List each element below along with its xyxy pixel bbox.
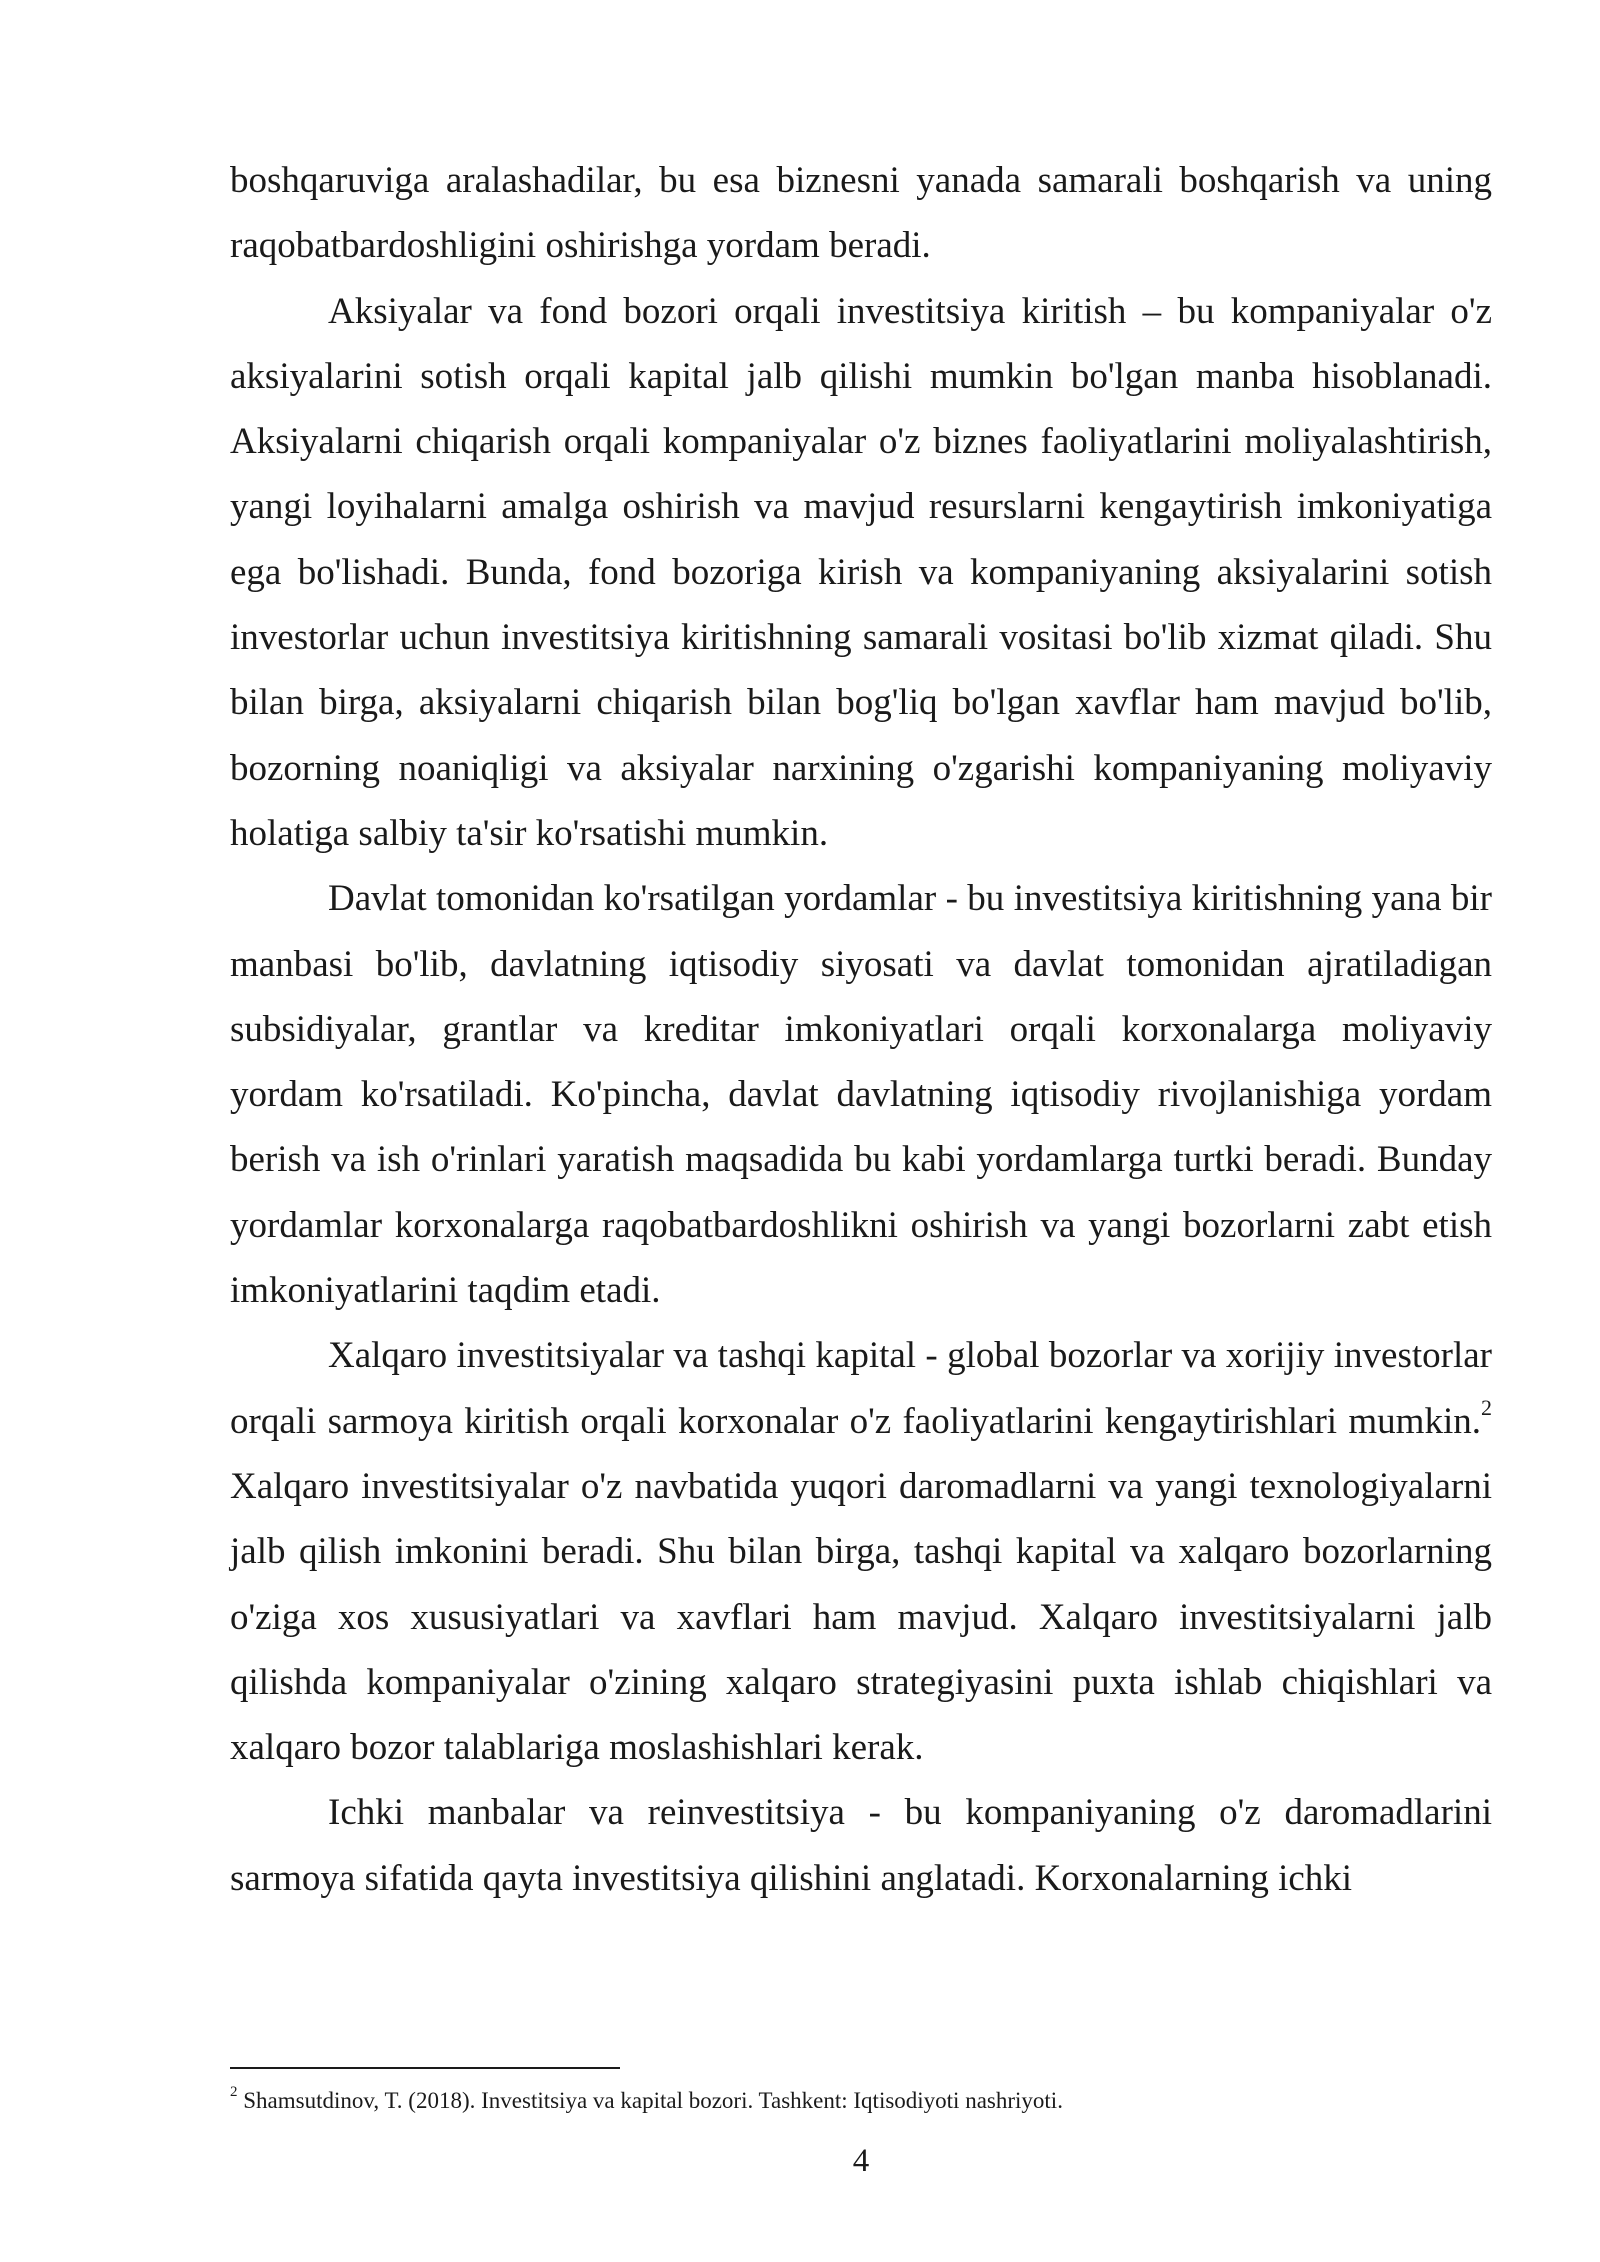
footnote-marker: 2 (230, 2084, 238, 2101)
paragraph-text: Xalqaro investitsiyalar o'z navbatida yuqori daromadlarni va yangi texnologiyalarni jalb qilish imkonini beradi. Shu bilan birga, tashqi kapital va xalqaro bozorlarning o'ziga xos xususiyatlari va xavflari ham mavjud. Xalqaro investitsiyalarni jalb qilishda kompaniyalar o'zining xalqaro strategiyasini puxta ishlab chiqishlari va xalqaro bozor talablariga moslashishlari kerak. (230, 1465, 1492, 1769)
paragraph: boshqaruviga aralashadilar, bu esa biznesni yanada samarali boshqarish va uning raqobatbardoshligini oshirishga yordam beradi. (230, 160, 1492, 267)
page-number: 4 (852, 2143, 870, 2179)
paragraph: Davlat tomonidan ko'rsatilgan yordamlar - bu investitsiya kiritishning yana bir manbasi bo'lib, davlatning iqtisodiy siyosati va davlat tomonidan ajratiladigan subsidiyalar, grantlar va kreditar imkoniyatlari orqali korxonalarga moliyaviy yordam ko'rsatiladi. Ko'pincha, davlat davlatning iqtisodiy rivojlanishiga yordam berish va ish o'rinlari yaratish maqsadida bu kabi yordamlarga turtki beradi. Bunday yordamlar korxonalarga raqobatbardoshlikni oshirish va yangi bozorlarni zabt etish imkoniyatlarini taqdim etadi. (230, 878, 1492, 1312)
paragraph-text: Xalqaro investitsiyalar va tashqi kapital - global bozorlar va xorijiy investorlar orqali sarmoya kiritish orqali korxonalar o'z faoliyatlarini kengaytirishlari mumkin. (230, 1335, 1492, 1442)
paragraph (230, 1323, 1492, 1780)
paragraph: Aksiyalar va fond bozori orqali investitsiya kiritish – bu kompaniyalar o'z aksiyalarini sotish orqali kapital jalb qilishi mumkin bo'lgan manba hisoblanadi. Aksiyalarni chiqarish orqali kompaniyalar o'z biznes faoliyatlarini moliyalashtirish, yangi loyihalarni amalga oshirish va mavjud resurslarni kengaytirish imkoniyatiga ega bo'lishadi. Bunda, fond bozoriga kirish va kompaniyaning aksiyalarini sotish investorlar uchun investitsiya kiritishning samarali vositasi bo'lib xizmat qiladi. Shu bilan birga, aksiyalarni chiqarish bilan bog'liq bo'lgan xavflar ham mavjud bo'lib, bozorning noaniqligi va aksiyalar narxining o'zgarishi kompaniyaning moliyaviy holatiga salbiy ta'sir ko'rsatishi mumkin. (230, 290, 1492, 854)
footnote-text: Shamsutdinov, T. (2018). Investitsiya va kapital bozori. Tashkent: Iqtisodiyoti nashriyoti. (237, 2088, 1063, 2113)
paragraph: Ichki manbalar va reinvestitsiya - bu kompaniyaning o'z daromadlarini sarmoya sifatida qayta investitsiya qilishini anglatadi. Korxonalarning ichki (230, 1792, 1492, 1899)
body-text (230, 148, 1492, 1911)
footnote-separator (230, 2067, 620, 2069)
footnote-reference[interactable]: 2 (1481, 1395, 1492, 1421)
footnote (230, 2086, 1492, 2116)
